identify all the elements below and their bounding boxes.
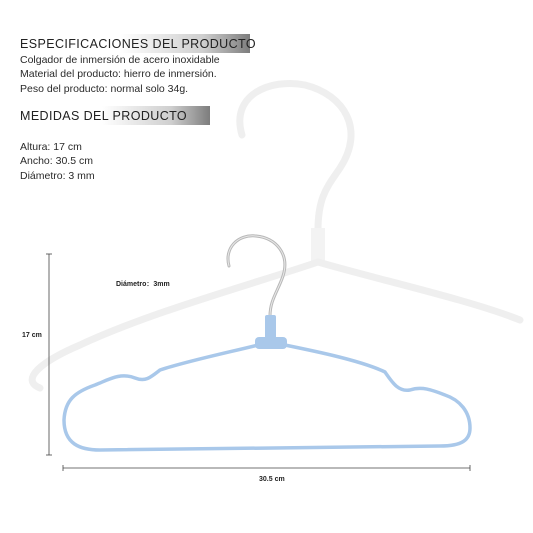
hanger-neck <box>265 315 276 339</box>
spec-line-3: Peso del producto: normal solo 34g. <box>20 83 189 95</box>
measure-line-3: Diámetro: 3 mm <box>20 170 95 182</box>
measure-line-1: Altura: 17 cm <box>20 141 82 153</box>
diameter-label: Diámetro：3mm <box>116 281 170 288</box>
measure-line-2: Ancho: 30.5 cm <box>20 155 93 167</box>
specs-title-text: ESPECIFICACIONES DEL PRODUCTO <box>20 36 256 51</box>
width-label: 30.5 cm <box>259 476 285 483</box>
spec-line-2: Material del producto: hierro de inmersión. <box>20 68 217 80</box>
measures-title-text: MEDIDAS DEL PRODUCTO <box>20 108 188 123</box>
measures-title <box>20 106 187 125</box>
specs-title <box>20 34 256 53</box>
spec-line-1: Colgador de inmersión de acero inoxidable <box>20 54 220 66</box>
hanger-body <box>64 342 470 450</box>
height-label: 17 cm <box>22 332 42 339</box>
